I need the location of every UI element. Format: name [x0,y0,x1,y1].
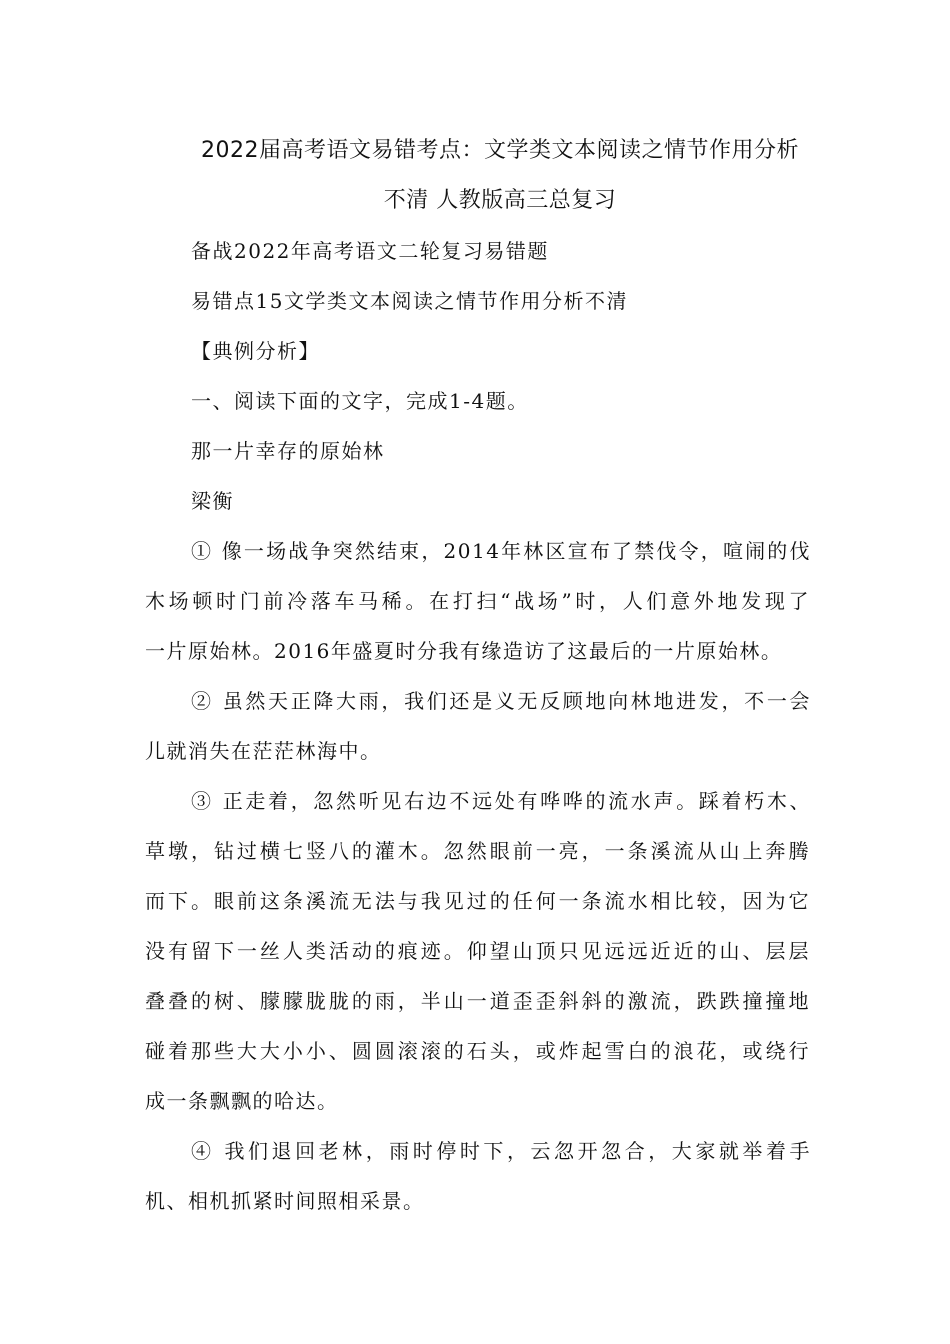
paragraph-3-line-6: 碰着那些大大小小、圆圆滚滚的石头，或炸起雪白的浪花，或绕行 [145,1039,810,1063]
paragraph-4-line-2: 机、相机抓紧时间照相采景。 [145,1189,425,1213]
paragraph-4-line-1: ④ 我们退回老林，雨时停时下，云忽开忽合，大家就举着手 [191,1139,811,1163]
paragraph-3-line-4: 没有留下一丝人类活动的痕迹。仰望山顶只见远远近近的山、层层 [145,939,810,963]
paragraph-3-line-3: 而下。眼前这条溪流无法与我见过的任何一条流水相比较，因为它 [145,889,810,913]
question-instruction: 一、阅读下面的文字，完成1-4题。 [191,389,529,413]
document-title-line-1: 2022届高考语文易错考点：文学类文本阅读之情节作用分析 [201,138,799,163]
paragraph-3-line-1: ③ 正走着，忽然听见右边不远处有哗哗的流水声。踩着朽木、 [191,789,811,813]
paragraph-1-line-3: 一片原始林。2016年盛夏时分我有缘造访了这最后的一片原始林。 [145,639,783,663]
paragraph-3-line-7: 成一条飘飘的哈达。 [145,1089,339,1113]
article-author: 梁衡 [191,489,234,513]
section-heading: 【典例分析】 [191,339,320,363]
paragraph-1-line-2: 木场顿时门前冷落车马稀。在打扫“战场”时，人们意外地发现了 [145,589,810,613]
article-title: 那一片幸存的原始林 [191,439,385,463]
paragraph-2-line-1: ② 虽然天正降大雨，我们还是义无反顾地向林地进发，不一会 [191,689,811,713]
paragraph-1-line-1: ① 像一场战争突然结束，2014年林区宣布了禁伐令，喧闹的伐 [191,539,811,563]
paragraph-2-line-2: 儿就消失在茫茫林海中。 [145,739,382,763]
subtitle-error-point: 易错点15文学类文本阅读之情节作用分析不清 [191,289,628,313]
document-title-line-2: 不清 人教版高三总复习 [383,188,617,213]
paragraph-3-line-5: 叠叠的树、朦朦胧胧的雨，半山一道歪歪斜斜的激流，跌跌撞撞地 [145,989,810,1013]
subtitle-review: 备战2022年高考语文二轮复习易错题 [191,239,549,263]
paragraph-3-line-2: 草墩，钻过横七竖八的灌木。忽然眼前一亮，一条溪流从山上奔腾 [145,839,810,863]
